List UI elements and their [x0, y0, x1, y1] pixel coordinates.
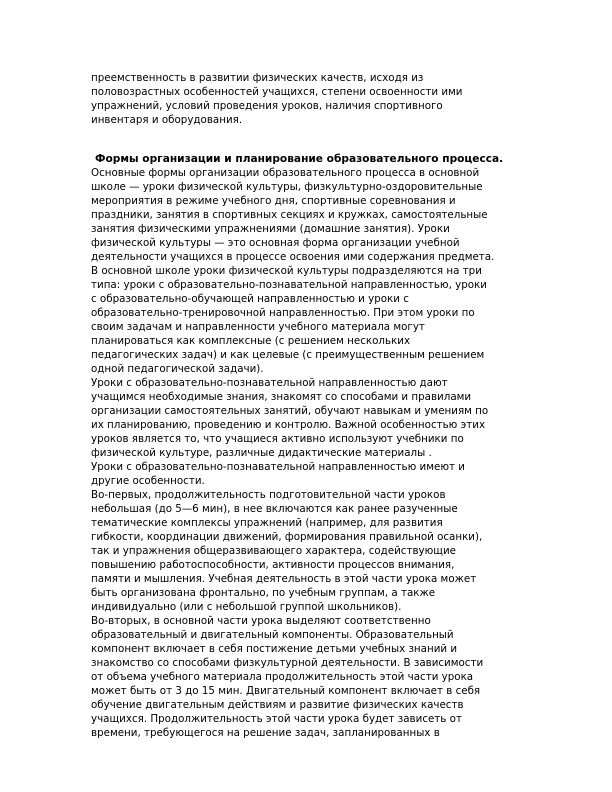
text-line: учащимся необходимые знания, знакомят со способами и правилами — [91, 391, 472, 403]
text-line: образовательный и двигательный компоненты. Образовательный — [91, 629, 454, 641]
text-line: В основной школе уроки физической культуры подразделяются на три — [91, 265, 482, 277]
text-line: Уроки с образовательно-познавательной направленностью имеют и — [91, 461, 465, 473]
text-line: знакомство со способами физкультурной деятельности. В зависимости — [91, 657, 484, 669]
text-line: повышению работоспособности, активности процессов внимания, — [91, 559, 455, 571]
text-line: организации самостоятельных занятий, обучают навыкам и умениям по — [91, 405, 489, 417]
section-heading: Формы организации и планирование образовательного процесса. — [95, 153, 504, 165]
text-line: небольшая (до 5—6 мин), в нее включаются как ранее разученные — [91, 503, 458, 515]
text-line: Уроки с образовательно-познавательной направленностью дают — [91, 377, 448, 389]
text-line: памяти и мышления. Учебная деятельность в этой части урока может — [91, 573, 477, 585]
text-line: педагогических задач) и как целевые (с преимущественным решением — [91, 349, 485, 361]
text-line: их планированию, проведению и контролю. Важной особенностью этих — [91, 419, 486, 431]
text-line: мероприятия в режиме учебного дня, спортивные соревнования и — [91, 195, 456, 207]
text-line: своим задачам и направленности учебного материала могут — [91, 321, 425, 333]
text-line: обучение двигательным действиям и развитие физических качеств — [91, 699, 464, 711]
text-line: от объема учебного материала продолжительность этой части урока — [91, 671, 474, 683]
text-line: физической культуры — это основная форма организации учебной — [91, 237, 460, 249]
text-line: школе — уроки физической культуры, физкультурно-оздоровительные — [91, 181, 483, 193]
text-line: образовательно-тренировочной направленностью. При этом уроки по — [91, 307, 475, 319]
text-line: быть организована фронтально, по учебным группам, а также — [91, 587, 436, 599]
text-line: тематические комплексы упражнений (например, для развития — [91, 517, 443, 529]
text-line: одной педагогической задачи). — [91, 363, 264, 375]
text-line: упражнений, условий проведения уроков, наличия спортивного — [91, 100, 443, 112]
text-line: может быть от 3 до 15 мин. Двигательный компонент включает в себя — [91, 685, 481, 697]
text-line: Во-вторых, в основной части урока выделяют соответственно — [91, 615, 431, 627]
text-line: праздники, занятия в спортивных секциях и кружках, самостоятельные — [91, 209, 488, 221]
text-line: уроков является то, что учащиеся активно используют учебники по — [91, 433, 464, 445]
text-line: компонент включает в себя постижение детьми учебных знаний и — [91, 643, 458, 655]
text-line: так и упражнения общеразвивающего характера, содействующие — [91, 545, 457, 557]
text-line: другие особенности. — [91, 475, 205, 487]
text-line: планироваться как комплексные (с решением нескольких — [91, 335, 411, 347]
text-line: типа: уроки с образовательно-познавательной направленностью, уроки — [91, 279, 487, 291]
text-line: индивидуально (или с небольшой группой школьников). — [91, 601, 402, 613]
text-line: половозрастных особенностей учащихся, степени освоенности ими — [91, 86, 463, 98]
text-line: инвентаря и оборудования. — [91, 114, 243, 126]
text-line: преемственность в развитии физических качеств, исходя из — [91, 72, 424, 84]
text-line: времени, требующегося на решение задач, запланированных в — [91, 727, 440, 739]
text-line: учащихся. Продолжительность этой части урока будет зависеть от — [91, 713, 462, 725]
text-line: физической культуре, различные дидактические материалы . — [91, 447, 432, 459]
text-line: деятельности учащихся в процессе освоения ими содержания предмета. — [91, 251, 495, 263]
text-line: Основные формы организации образовательного процесса в основной — [91, 167, 480, 179]
text-line: с образовательно-обучающей направленностью и уроки с — [91, 293, 409, 305]
text-line: занятия физическими упражнениями (домашние занятия). Уроки — [91, 223, 450, 235]
text-line: гибкости, координации движений, формирования правильной осанки), — [91, 531, 483, 543]
text-line: Во-первых, продолжительность подготовительной части уроков — [91, 489, 446, 501]
